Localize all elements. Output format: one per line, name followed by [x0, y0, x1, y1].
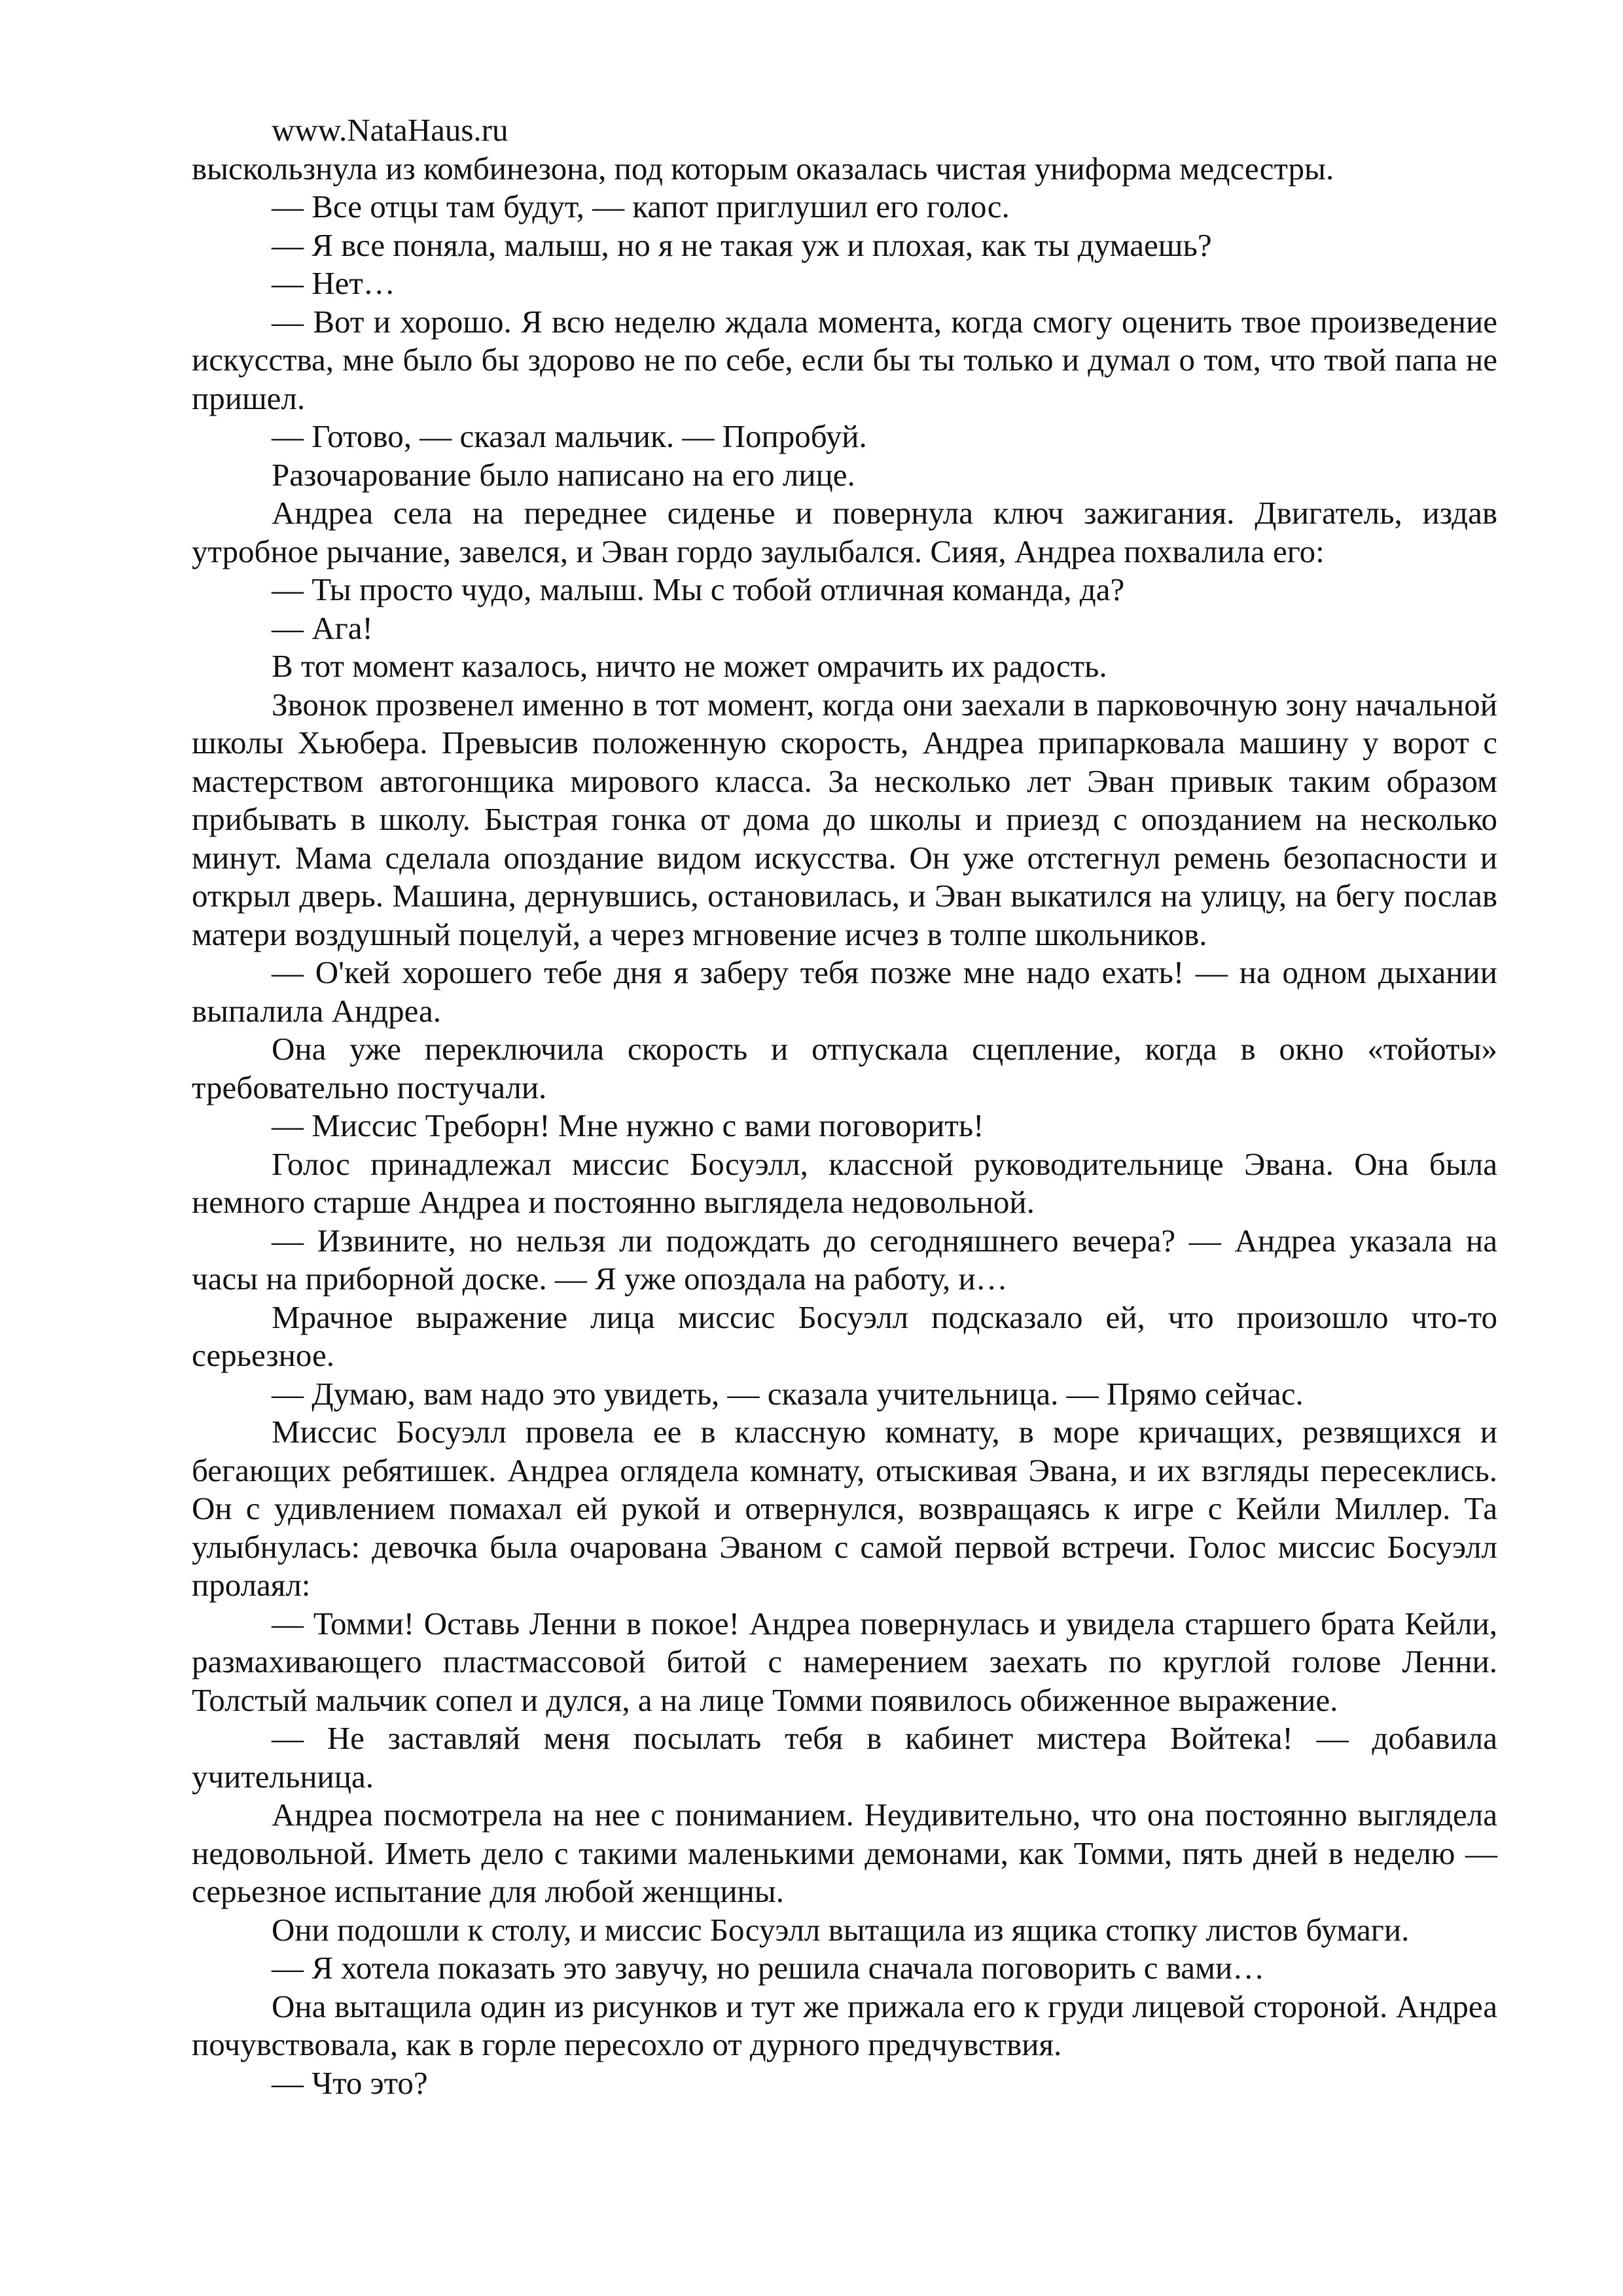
paragraph-3: — Я все поняла, малыш, но я не такая уж и плохая, как ты думаешь? — [272, 226, 1212, 263]
paragraph-1: выскользнула из комбинезона, под которым оказалась чистая униформа медсестры. — [192, 150, 1334, 187]
paragraph-25: — Я хотела показать это завучу, но решила сначала поговорить с вами… — [272, 1950, 1265, 1986]
paragraph-19: — Думаю, вам надо это увидеть, — сказала учительница. — Прямо сейчас. — [272, 1375, 1304, 1412]
paragraph-14: Она уже переключила скорость и отпускала сцепление, когда в окно «тойоты» требовательно постучали. — [192, 1031, 1497, 1105]
page-content — [192, 111, 1497, 2102]
paragraph-22: — Не заставляй меня посылать тебя в кабинет мистера Войтека! — добавила учительница. — [192, 1720, 1497, 1795]
paragraph-26: Она вытащила один из рисунков и тут же прижала его к груди лицевой стороной. Андреа почувствовала, как в горле пересохло от дурного предчувствия. — [192, 1988, 1497, 2062]
paragraph-6: — Готово, — сказал мальчик. — Попробуй. — [272, 418, 867, 454]
site-header: www.NataHaus.ru — [272, 112, 508, 148]
paragraph-18: Мрачное выражение лица миссис Босуэлл подсказало ей, что произошло что-то серьезное. — [192, 1299, 1497, 1373]
paragraph-7: Разочарование было написано на его лице. — [272, 456, 855, 493]
paragraph-27: — Что это? — [272, 2064, 428, 2101]
paragraph-13: — О'кей хорошего тебе дня я заберу тебя позже мне надо ехать! — на одном дыхании выпалила Андреа. — [192, 954, 1497, 1029]
paragraph-24: Они подошли к столу, и миссис Босуэлл вытащила из ящика стопку листов бумаги. — [272, 1911, 1410, 1948]
paragraph-8: Андреа села на переднее сиденье и повернула ключ зажигания. Двигатель, издав утробное рычание, завелся, и Эван гордо заулыбался. Сияя, Андреа похвалила его: — [192, 495, 1497, 569]
paragraph-5: — Вот и хорошо. Я всю неделю ждала момента, когда смогу оценить твое произведение искусства, мне было бы здорово не по себе, если бы ты только и думал о том, что твой папа не пришел. — [192, 303, 1497, 416]
paragraph-23: Андреа посмотрела на нее с пониманием. Неудивительно, что она постоянно выглядела недовольной. Иметь дело с такими маленькими демонами, как Томми, пять дней в неделю — серьезное испытание для любой женщины. — [192, 1797, 1497, 1909]
paragraph-16: Голос принадлежал миссис Босуэлл, классной руководительнице Эвана. Она была немного старше Андреа и постоянно выглядела недовольной. — [192, 1145, 1497, 1220]
paragraph-4: — Нет… — [272, 265, 395, 301]
paragraph-10: — Ага! — [272, 609, 373, 646]
paragraph-21: — Томми! Оставь Ленни в покое! Андреа повернулась и увидела старшего брата Кейли, размахивающего пластмассовой битой с намерением заехать по круглой голове Ленни. Толстый мальчик сопел и дулся, а на лице Томми появилось обиженное выражение. — [192, 1605, 1497, 1718]
paragraph-20: Миссис Босуэлл провела ее в классную комнату, в море кричащих, резвящихся и бегающих ребятишек. Андреа оглядела комнату, отыскивая Эвана, и их взгляды пересеклись. Он с удивлением помахал ей рукой и отвернулся, возвращаясь к игре с Кейли Миллер. Та улыбнулась: девочка была очарована Эваном с самой первой встречи. Голос миссис Босуэлл пролаял: — [192, 1414, 1497, 1603]
paragraph-9: — Ты просто чудо, малыш. Мы с тобой отличная команда, да? — [272, 571, 1125, 607]
paragraph-11: В тот момент казалось, ничто не может омрачить их радость. — [272, 648, 1107, 684]
paragraph-2: — Все отцы там будут, — капот приглушил его голос. — [272, 188, 1010, 224]
paragraph-17: — Извините, но нельзя ли подождать до сегодняшнего вечера? — Андреа указала на часы на приборной доске. — Я уже опоздала на работу, и… — [192, 1222, 1497, 1297]
paragraph-15: — Миссис Треборн! Мне нужно с вами поговорить! — [272, 1107, 984, 1143]
paragraph-12: Звонок прозвенел именно в тот момент, когда они заехали в парковочную зону начальной школы Хьюбера. Превысив положенную скорость, Андреа припарковала машину у ворот с мастерством автогонщика мирового класса. За несколько лет Эван привык таким образом прибывать в школу. Быстрая гонка от дома до школы и приезд с опозданием на несколько минут. Мама сделала опоздание видом искусства. Он уже отстегнул ремень безопасности и открыл дверь. Машина, дернувшись, остановилась, и Эван выкатился на улицу, на бегу послав матери воздушный поцелуй, а через мгновение исчез в толпе школьников. — [192, 686, 1497, 952]
